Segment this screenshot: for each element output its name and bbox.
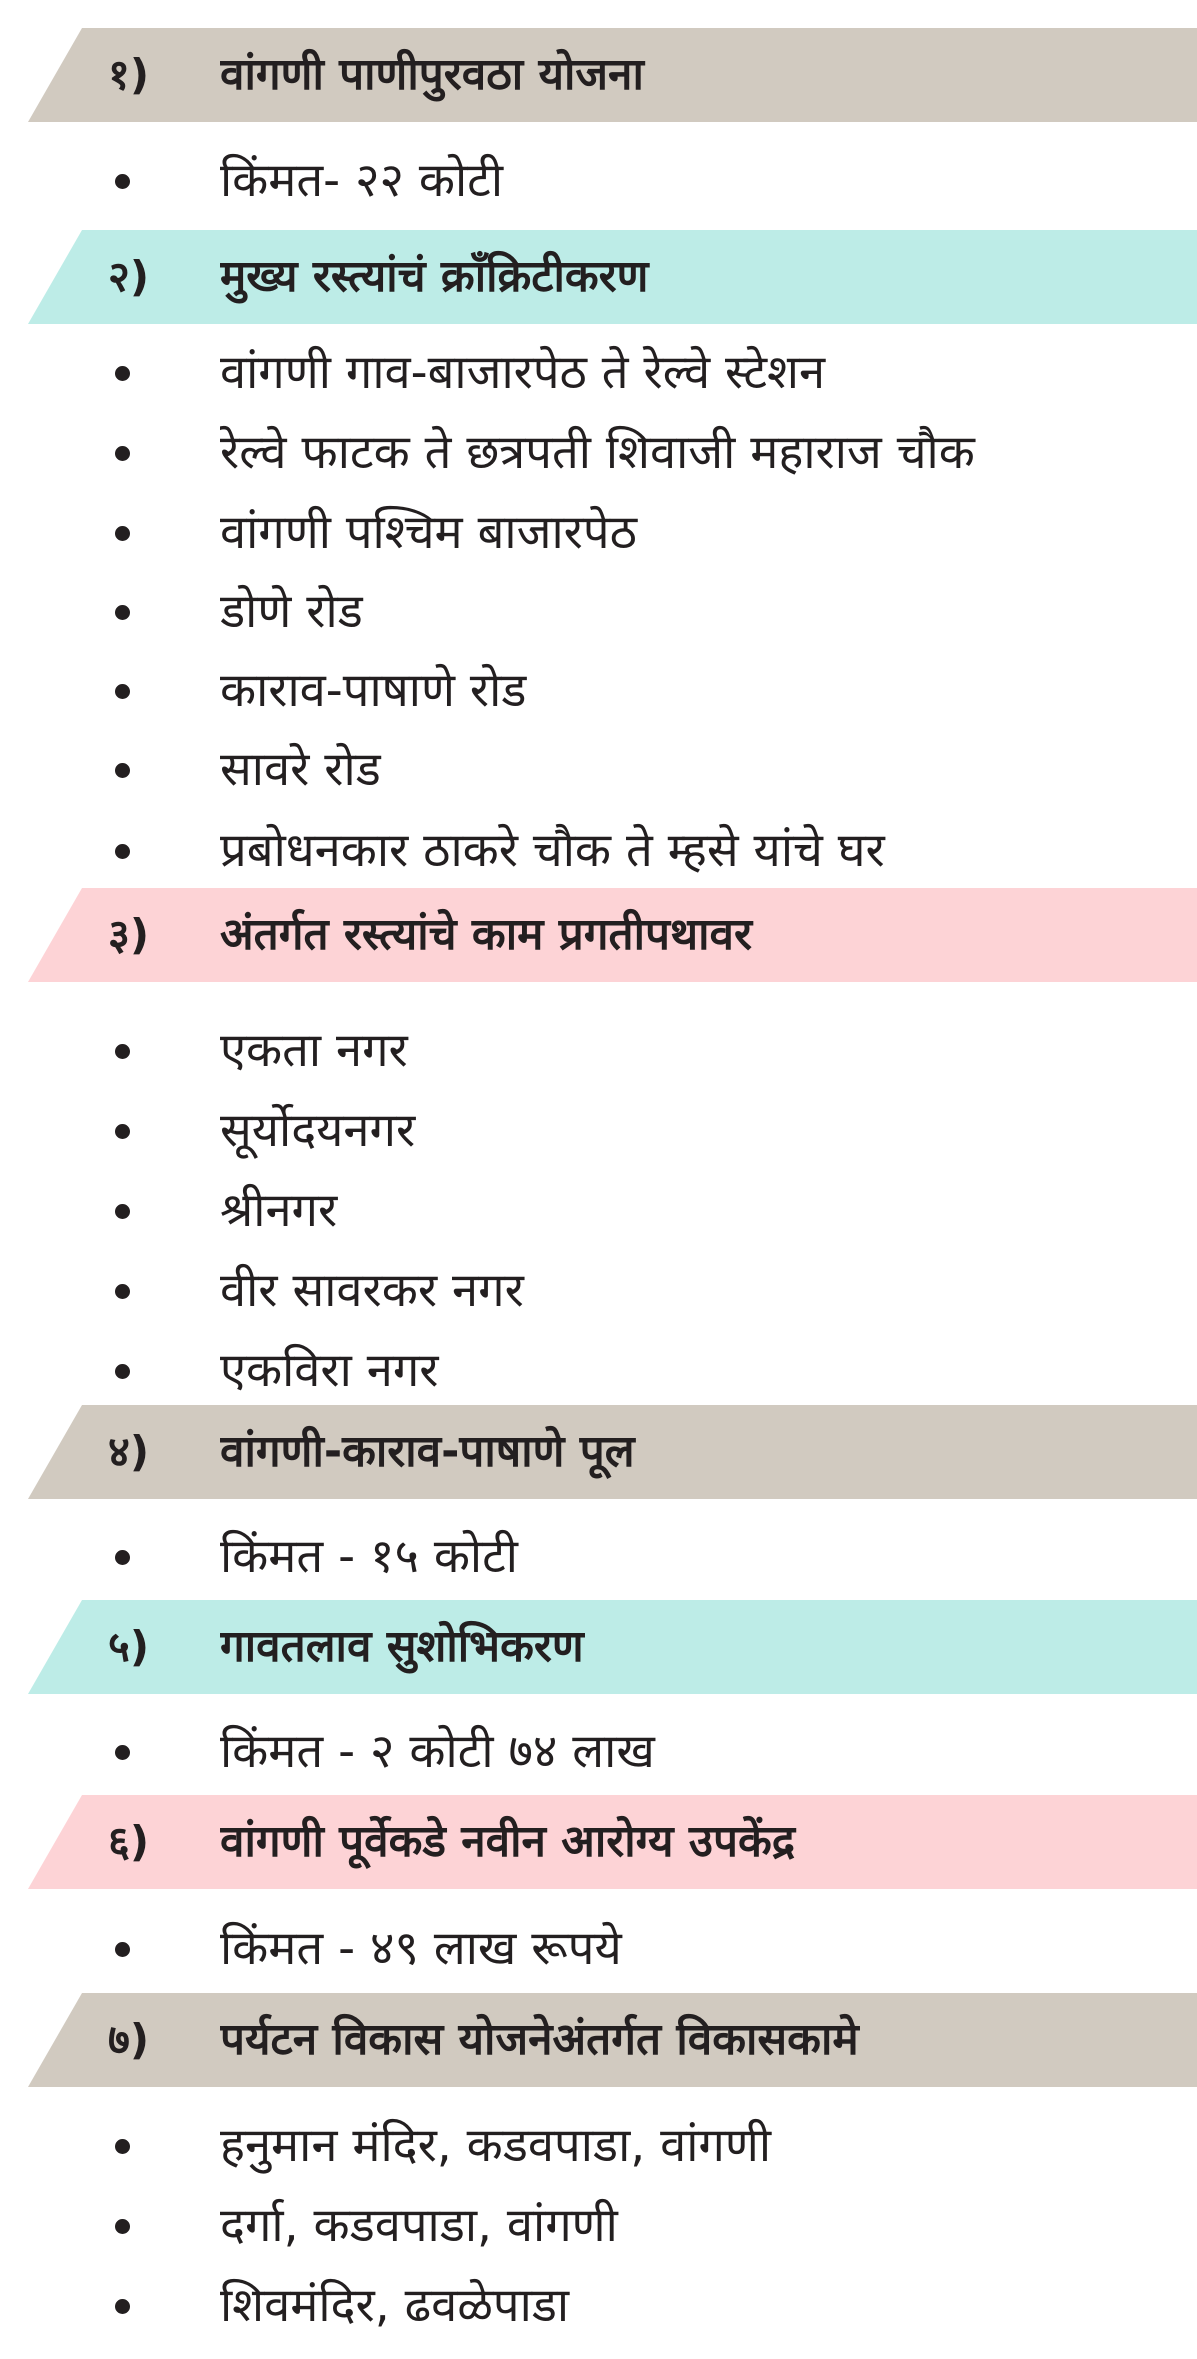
section-title: मुख्य रस्त्यांचं क्रॉंक्रिटीकरण xyxy=(220,251,649,302)
section-number: ३) xyxy=(108,910,150,959)
bullet-icon xyxy=(115,763,130,778)
list-item-text: किंमत - २ कोटी ७४ लाख xyxy=(220,1724,655,1779)
list-item xyxy=(0,812,1197,890)
list-item xyxy=(0,2187,1197,2265)
list-item xyxy=(0,652,1197,730)
list-item xyxy=(0,1713,1197,1791)
bullet-icon xyxy=(115,1044,130,1059)
list-item-text: सूर्योदयनगर xyxy=(220,1103,416,1158)
section-number: ४) xyxy=(108,1427,150,1476)
bullet-icon xyxy=(115,684,130,699)
list-item-text: काराव-पाषाणे रोड xyxy=(220,663,527,718)
list-item xyxy=(0,2267,1197,2345)
bullet-icon xyxy=(115,446,130,461)
bullet-icon xyxy=(115,1942,130,1957)
list-item-text: हनुमान मंदिर, कडवपाडा, वांगणी xyxy=(220,2118,772,2173)
bullet-icon xyxy=(115,2139,130,2154)
list-item-text: श्रीनगर xyxy=(220,1183,338,1238)
section-title: पर्यटन विकास योजनेअंतर्गत विकासकामे xyxy=(220,2014,859,2065)
list-item-text: किंमत- २२ कोटी xyxy=(220,153,504,208)
bullet-icon xyxy=(115,1124,130,1139)
list-item xyxy=(0,1172,1197,1250)
bullet-icon xyxy=(115,1550,130,1565)
list-item xyxy=(0,573,1197,651)
list-item xyxy=(0,142,1197,220)
list-item-text: रेल्वे फाटक ते छत्रपती शिवाजी महाराज चौक xyxy=(220,425,975,480)
list-item xyxy=(0,1910,1197,1988)
section-number: ५) xyxy=(108,1622,150,1671)
bullet-icon xyxy=(115,2299,130,2314)
bullet-icon xyxy=(115,1204,130,1219)
list-item-text: दर्गा, कडवपाडा, वांगणी xyxy=(220,2198,618,2253)
list-item xyxy=(0,1092,1197,1170)
section-title: गावतलाव सुशोभिकरण xyxy=(220,1621,584,1672)
list-item-text: डोणे रोड xyxy=(220,584,363,639)
list-item xyxy=(0,1518,1197,1596)
list-item-text: किंमत - १५ कोटी xyxy=(220,1529,518,1584)
section-number: ६) xyxy=(108,1817,150,1866)
list-item xyxy=(0,1332,1197,1410)
list-item-text: शिवमंदिर, ढवळेपाडा xyxy=(220,2278,570,2333)
list-item-text: किंमत - ४९ लाख रूपये xyxy=(220,1921,622,1976)
list-item-text: एकता नगर xyxy=(220,1023,408,1078)
list-item-text: वांगणी गाव-बाजारपेठ ते रेल्वे स्टेशन xyxy=(220,345,826,400)
bullet-icon xyxy=(115,1284,130,1299)
list-item-text: वीर सावरकर नगर xyxy=(220,1263,524,1318)
list-item-text: प्रबोधनकार ठाकरे चौक ते म्हसे यांचे घर xyxy=(220,823,885,878)
section-number: २) xyxy=(108,252,150,301)
bullet-icon xyxy=(115,2219,130,2234)
section-title: वांगणी पाणीपुरवठा योजना xyxy=(220,49,644,100)
bullet-icon xyxy=(115,844,130,859)
bullet-icon xyxy=(115,605,130,620)
section-title: वांगणी-काराव-पाषाणे पूल xyxy=(220,1426,635,1477)
list-item-text: एकविरा नगर xyxy=(220,1343,439,1398)
list-item-text: वांगणी पश्चिम बाजारपेठ xyxy=(220,505,637,560)
bullet-icon xyxy=(115,526,130,541)
list-item xyxy=(0,1252,1197,1330)
bullet-icon xyxy=(115,366,130,381)
list-item-text: सावरे रोड xyxy=(220,742,381,797)
list-item xyxy=(0,414,1197,492)
bullet-icon xyxy=(115,1364,130,1379)
section-title: वांगणी पूर्वेकडे नवीन आरोग्य उपकेंद्र xyxy=(220,1816,796,1867)
list-item xyxy=(0,2107,1197,2185)
section-number: १) xyxy=(108,50,150,99)
section-title: अंतर्गत रस्त्यांचे काम प्रगतीपथावर xyxy=(220,909,752,960)
section-number: ७) xyxy=(108,2015,150,2064)
list-item xyxy=(0,494,1197,572)
bullet-icon xyxy=(115,174,130,189)
list-item xyxy=(0,1012,1197,1090)
list-item xyxy=(0,334,1197,412)
bullet-icon xyxy=(115,1745,130,1760)
list-item xyxy=(0,731,1197,809)
